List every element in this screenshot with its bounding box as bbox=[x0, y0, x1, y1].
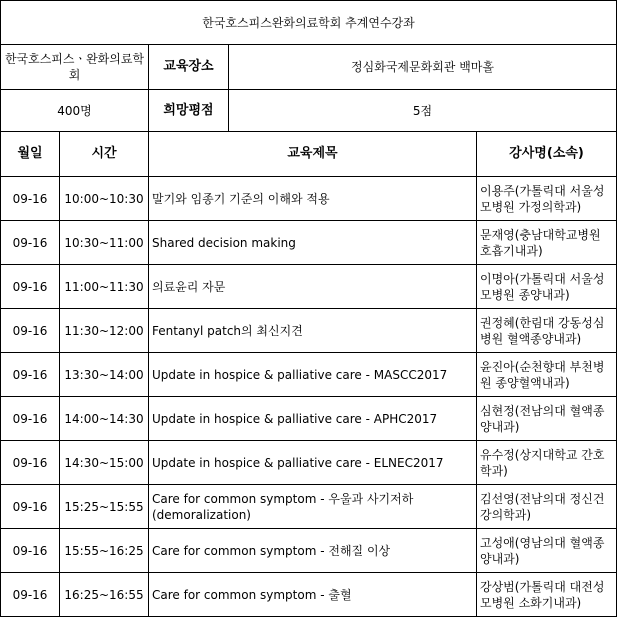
row-subject: Care for common symptom - 우울과 사기저하 (demoralization) bbox=[149, 485, 477, 529]
row-date: 09-16 bbox=[1, 485, 60, 529]
row-lecturer: 권정혜(한림대 강동성심병원 혈액종양내과) bbox=[477, 309, 617, 353]
organizer: 한국호스피스ㆍ완화의료학회 bbox=[1, 45, 149, 90]
table-row bbox=[1, 397, 617, 441]
row-lecturer: 김선영(전남의대 정신건강의학과) bbox=[477, 485, 617, 529]
row-lecturer: 유수정(상지대학교 간호학과) bbox=[477, 441, 617, 485]
row-date: 09-16 bbox=[1, 265, 60, 309]
row-time: 10:30~11:00 bbox=[60, 221, 149, 265]
row-lecturer: 심현정(전남의대 혈액종양내과) bbox=[477, 397, 617, 441]
row-time: 11:30~12:00 bbox=[60, 309, 149, 353]
row-time: 14:00~14:30 bbox=[60, 397, 149, 441]
row-lecturer: 강상범(가톨릭대 대전성모병원 소화기내과) bbox=[477, 573, 617, 617]
row-time: 13:30~14:00 bbox=[60, 353, 149, 397]
row-subject: 말기와 임종기 기준의 이해와 적용 bbox=[149, 177, 477, 221]
row-lecturer: 문재영(충남대학교병원 호흡기내과) bbox=[477, 221, 617, 265]
table-row bbox=[1, 529, 617, 573]
row-subject: Fentanyl patch의 최신지견 bbox=[149, 309, 477, 353]
page-title: 한국호스피스완화의료학회 추계연수강좌 bbox=[1, 1, 617, 45]
header-lecturer: 강사명(소속) bbox=[477, 132, 617, 177]
table-row bbox=[1, 441, 617, 485]
row-subject: 의료윤리 자문 bbox=[149, 265, 477, 309]
row-subject: Update in hospice & palliative care - MASCC2017 bbox=[149, 353, 477, 397]
row-time: 15:55~16:25 bbox=[60, 529, 149, 573]
row-time: 10:00~10:30 bbox=[60, 177, 149, 221]
points-label: 희망평점 bbox=[149, 90, 229, 132]
row-time: 16:25~16:55 bbox=[60, 573, 149, 617]
row-date: 09-16 bbox=[1, 397, 60, 441]
table-row bbox=[1, 265, 617, 309]
row-date: 09-16 bbox=[1, 353, 60, 397]
row-time: 14:30~15:00 bbox=[60, 441, 149, 485]
row-lecturer: 이명아(가톨릭대 서울성모병원 종양내과) bbox=[477, 265, 617, 309]
row-date: 09-16 bbox=[1, 177, 60, 221]
header-subject: 교육제목 bbox=[149, 132, 477, 177]
row-subject: Update in hospice & palliative care - APHC2017 bbox=[149, 397, 477, 441]
row-date: 09-16 bbox=[1, 441, 60, 485]
row-date: 09-16 bbox=[1, 573, 60, 617]
capacity-row bbox=[1, 90, 617, 132]
row-lecturer: 윤진아(순천향대 부천병원 종양혈액내과) bbox=[477, 353, 617, 397]
header-date: 월일 bbox=[1, 132, 60, 177]
row-subject: Shared decision making bbox=[149, 221, 477, 265]
row-time: 15:25~15:55 bbox=[60, 485, 149, 529]
row-date: 09-16 bbox=[1, 221, 60, 265]
row-date: 09-16 bbox=[1, 529, 60, 573]
venue-row bbox=[1, 45, 617, 90]
venue: 정심화국제문화회관 백마홀 bbox=[229, 45, 617, 90]
venue-label: 교육장소 bbox=[149, 45, 229, 90]
row-date: 09-16 bbox=[1, 309, 60, 353]
row-lecturer: 고성애(영남의대 혈액종양내과) bbox=[477, 529, 617, 573]
row-subject: Care for common symptom - 전해질 이상 bbox=[149, 529, 477, 573]
title-row bbox=[1, 1, 617, 45]
row-lecturer: 이용주(가톨릭대 서울성모병원 가정의학과) bbox=[477, 177, 617, 221]
table-row bbox=[1, 353, 617, 397]
table-row bbox=[1, 221, 617, 265]
row-subject: Update in hospice & palliative care - ELNEC2017 bbox=[149, 441, 477, 485]
row-subject: Care for common symptom - 출혈 bbox=[149, 573, 477, 617]
capacity: 400명 bbox=[1, 90, 149, 132]
table-row bbox=[1, 485, 617, 529]
header-time: 시간 bbox=[60, 132, 149, 177]
points: 5점 bbox=[229, 90, 617, 132]
header-row bbox=[1, 132, 617, 177]
table-row bbox=[1, 177, 617, 221]
row-time: 11:00~11:30 bbox=[60, 265, 149, 309]
table-row bbox=[1, 573, 617, 617]
table-row bbox=[1, 309, 617, 353]
